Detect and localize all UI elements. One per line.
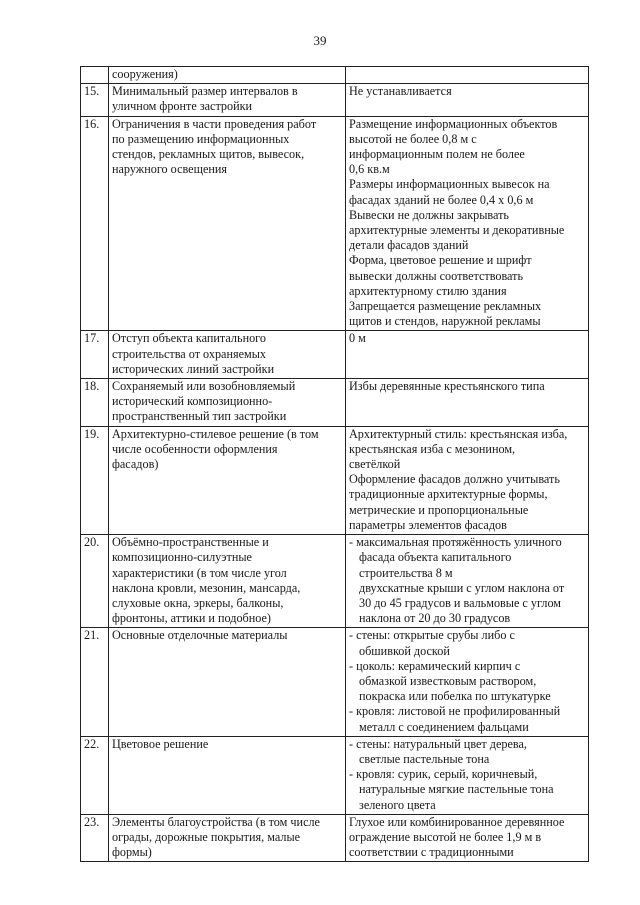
requirements-table bbox=[80, 66, 589, 862]
value-line: Архитектурный стиль: крестьянская изба, bbox=[349, 426, 568, 441]
value-line: крестьянская изба с мезонином, bbox=[349, 441, 516, 456]
parameter-line: Объёмно-пространственные и bbox=[112, 535, 269, 550]
table-row bbox=[81, 426, 589, 534]
value-line: светлые пастельные тона bbox=[359, 751, 490, 766]
value-cell bbox=[346, 331, 589, 379]
value-line: 0 м bbox=[349, 331, 366, 346]
parameter-line: стендов, рекламных щитов, вывесок, bbox=[112, 147, 305, 162]
value-line: зеленого цвета bbox=[359, 797, 436, 812]
value-line: вывески должны соответствовать bbox=[349, 268, 524, 283]
value-line: наклона от 20 до 30 градусов bbox=[359, 611, 511, 626]
value-line: покраска или побелка по штукатурке bbox=[359, 689, 551, 704]
row-number: 18. bbox=[81, 379, 109, 427]
value-line: Не устанавливается bbox=[349, 84, 452, 99]
value-line: архитектурные элементы и декоративные bbox=[349, 223, 565, 238]
parameter-line: наклона кровли, мезонин, мансарда, bbox=[112, 580, 301, 595]
value-line: - стены: открытые срубы либо с bbox=[349, 628, 515, 643]
parameter-line: Ограничения в части проведения работ bbox=[112, 116, 317, 131]
parameter-line: фронтоны, аттики и подобное) bbox=[112, 611, 271, 626]
value-line: Вывески не должны закрывать bbox=[349, 207, 509, 222]
value-line: высотой не более 0,8 м с bbox=[349, 131, 477, 146]
value-line: натуральные мягкие пастельные тона bbox=[359, 782, 554, 797]
table-row bbox=[81, 535, 589, 628]
value-line: информационным полем не более bbox=[349, 147, 525, 162]
value-line: фасадах зданий не более 0,4 х 0,6 м bbox=[349, 192, 534, 207]
value-line: архитектурному стилю здания bbox=[349, 283, 507, 298]
value-line: Размеры информационных вывесок на bbox=[349, 177, 550, 192]
parameter-line: строительства от охраняемых bbox=[112, 346, 266, 361]
table-row bbox=[81, 628, 589, 736]
parameter-line: числе особенности оформления bbox=[112, 441, 278, 456]
value-line: - цоколь: керамический кирпич с bbox=[349, 658, 521, 673]
value-line: Глухое или комбинированное деревянное bbox=[349, 814, 565, 829]
parameter-line: характеристики (в том числе угол bbox=[112, 565, 287, 580]
value-line: - стены: натуральный цвет дерева, bbox=[349, 736, 527, 751]
parameter-cell bbox=[109, 535, 346, 628]
value-line: металл с соединением фальцами bbox=[359, 719, 529, 734]
value-line: Размещение информационных объектов bbox=[349, 116, 558, 131]
value-cell bbox=[346, 736, 589, 814]
value-cell bbox=[346, 379, 589, 427]
parameter-cell bbox=[109, 84, 346, 116]
value-line: соответствии с традиционными bbox=[349, 845, 514, 860]
row-number bbox=[81, 67, 109, 84]
value-line: 0,6 кв.м bbox=[349, 162, 390, 177]
parameter-line: уличном фронте застройки bbox=[112, 99, 253, 114]
parameter-cell bbox=[109, 426, 346, 534]
parameter-line: Архитектурно-стилевое решение (в том bbox=[112, 426, 319, 441]
row-number: 22. bbox=[81, 736, 109, 814]
parameter-line: ограды, дорожные покрытия, малые bbox=[112, 829, 301, 844]
parameter-line: Отступ объекта капитального bbox=[112, 331, 266, 346]
table-row bbox=[81, 331, 589, 379]
value-line: традиционные архитектурные формы, bbox=[349, 487, 548, 502]
value-line: - кровля: листовой не профилированный bbox=[349, 704, 561, 719]
value-line: обмазкой известковым раствором, bbox=[359, 673, 537, 688]
parameter-line: Цветовое решение bbox=[112, 736, 209, 751]
value-line: детали фасадов зданий bbox=[349, 238, 469, 253]
value-line: обшивкой доской bbox=[359, 643, 450, 658]
row-number: 20. bbox=[81, 535, 109, 628]
row-number: 23. bbox=[81, 814, 109, 862]
value-cell bbox=[346, 814, 589, 862]
parameter-line: Сохраняемый или возобновляемый bbox=[112, 379, 296, 394]
value-line: 30 до 45 градусов и вальмовые с углом bbox=[359, 595, 562, 610]
parameter-line: композиционно-силуэтные bbox=[112, 550, 252, 565]
parameter-cell bbox=[109, 331, 346, 379]
parameter-line: формы) bbox=[112, 845, 152, 860]
value-cell bbox=[346, 116, 589, 331]
value-line: ограждение высотой не более 1,9 м в bbox=[349, 829, 542, 844]
page-number: 39 bbox=[313, 33, 327, 48]
table-row bbox=[81, 67, 589, 84]
table-row bbox=[81, 84, 589, 116]
parameter-cell bbox=[109, 116, 346, 331]
value-line: светёлкой bbox=[349, 457, 401, 472]
parameter-cell bbox=[109, 379, 346, 427]
value-line: Оформление фасадов должно учитывать bbox=[349, 472, 560, 487]
parameter-cell bbox=[109, 628, 346, 736]
parameter-line: Основные отделочные материалы bbox=[112, 628, 288, 643]
value-line: Форма, цветовое решение и шрифт bbox=[349, 253, 532, 268]
value-line: Запрещается размещение рекламных bbox=[349, 299, 542, 314]
parameter-line: слуховые окна, эркеры, балконы, bbox=[112, 595, 284, 610]
value-line: двухскатные крыши с углом наклона от bbox=[359, 580, 565, 595]
row-number: 19. bbox=[81, 426, 109, 534]
value-line: параметры элементов фасадов bbox=[349, 517, 507, 532]
row-number: 16. bbox=[81, 116, 109, 331]
parameter-line: Минимальный размер интервалов в bbox=[112, 84, 298, 99]
parameter-line: исторический композиционно- bbox=[112, 394, 273, 409]
value-line: - максимальная протяжённость уличного bbox=[349, 535, 562, 550]
table-row bbox=[81, 379, 589, 427]
value-line: строительства 8 м bbox=[359, 565, 453, 580]
parameter-line: наружного освещения bbox=[112, 162, 228, 177]
row-number: 15. bbox=[81, 84, 109, 116]
parameter-cell bbox=[109, 736, 346, 814]
value-line: Избы деревянные крестьянского типа bbox=[349, 379, 545, 394]
parameter-line: фасадов) bbox=[112, 457, 159, 472]
table-row bbox=[81, 116, 589, 331]
parameter-line: по размещению информационных bbox=[112, 131, 290, 146]
parameter-cell bbox=[109, 814, 346, 862]
parameter-line: пространственный тип застройки bbox=[112, 409, 287, 424]
value-line: метрические и пропорциональные bbox=[349, 502, 529, 517]
value-cell bbox=[346, 67, 589, 84]
parameter-cell bbox=[109, 67, 346, 84]
row-number: 17. bbox=[81, 331, 109, 379]
value-cell bbox=[346, 84, 589, 116]
table-row bbox=[81, 736, 589, 814]
value-line: - кровля: сурик, серый, коричневый, bbox=[349, 767, 538, 782]
row-number: 21. bbox=[81, 628, 109, 736]
value-line: фасада объекта капитального bbox=[359, 550, 512, 565]
parameter-line: исторических линий застройки bbox=[112, 361, 275, 376]
value-line: щитов и стендов, наружной рекламы bbox=[349, 314, 541, 329]
table-row bbox=[81, 814, 589, 862]
parameter-line: Элементы благоустройства (в том числе bbox=[112, 814, 320, 829]
value-cell bbox=[346, 628, 589, 736]
parameter-line: сооружения) bbox=[112, 67, 178, 81]
value-cell bbox=[346, 426, 589, 534]
value-cell bbox=[346, 535, 589, 628]
